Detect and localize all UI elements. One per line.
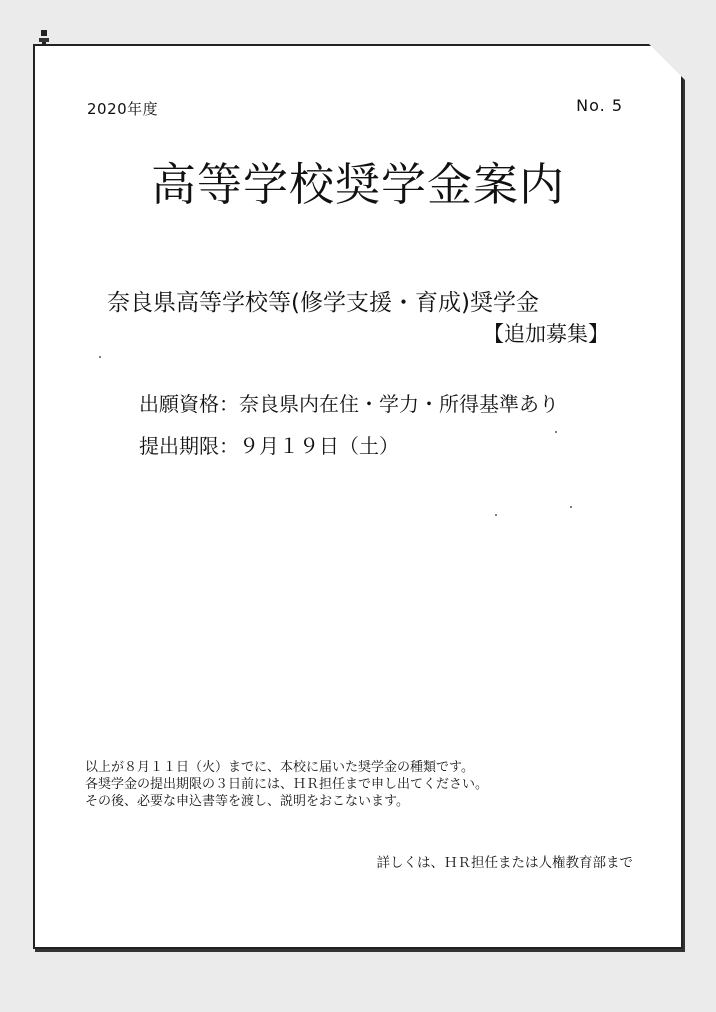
note-line: 各奨学金の提出期限の３日前には、ＨＲ担任まで申し出てください。: [85, 777, 489, 792]
note-line: 以上が８月１１日（火）までに、本校に届いた奨学金の種類です。: [85, 760, 474, 775]
eligibility-value: 奈良県内在住・学力・所得基準あり: [239, 392, 559, 416]
contact-note: 詳しくは、ＨＲ担任または人権教育部まで: [376, 855, 633, 871]
page-title: 高等学校奨学金案内: [150, 158, 565, 211]
eligibility-row: [139, 388, 559, 417]
note-line: その後、必要な申込書等を渡し、説明をおこないます。: [85, 794, 409, 809]
scan-speck: [555, 431, 557, 433]
fiscal-year: 2020年度: [87, 100, 159, 118]
deadline-value: ９月１９日（土）: [239, 434, 399, 458]
deadline-row: [139, 430, 399, 459]
scan-speck: [570, 506, 572, 508]
document-number: No. 5: [576, 96, 623, 115]
document-sheet: [33, 44, 683, 949]
notes-block: [85, 759, 488, 810]
scan-speck: [495, 514, 497, 516]
folded-corner-icon: [647, 42, 685, 80]
deadline-label: 提出期限：: [139, 434, 239, 458]
recruitment-tag: 【追加募集】: [483, 322, 609, 346]
scan-speck: [99, 356, 101, 358]
scholarship-name: 奈良県高等学校等(修学支援・育成)奨学金: [107, 290, 539, 316]
eligibility-label: 出願資格：: [139, 392, 239, 416]
